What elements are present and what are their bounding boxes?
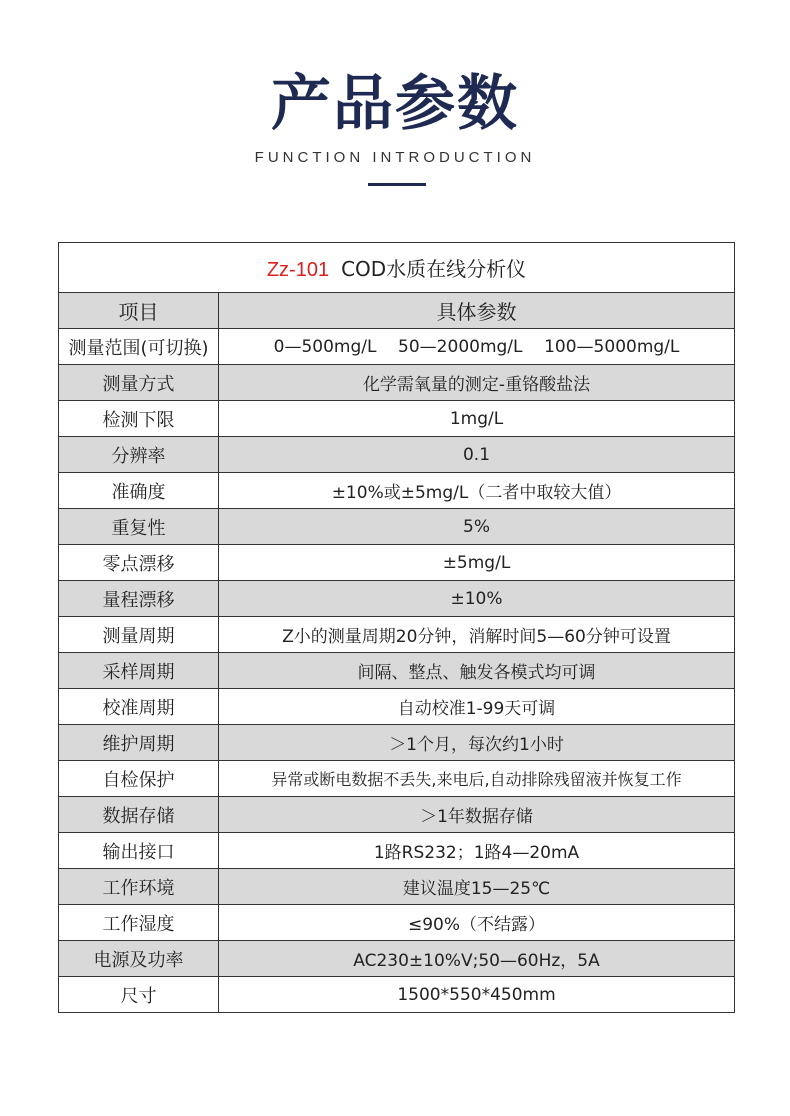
- table-row: [59, 545, 735, 581]
- row-label: 量程漂移: [59, 581, 219, 617]
- table-caption: [59, 243, 735, 293]
- row-value: 0.1: [219, 437, 735, 473]
- table-row: [59, 905, 735, 941]
- table-row: [59, 761, 735, 797]
- row-value: 间隔、整点、触发各模式均可调: [219, 653, 735, 689]
- page-title: 产品参数: [271, 69, 519, 139]
- row-value: 化学需氧量的测定-重铬酸盐法: [219, 365, 735, 401]
- row-value: ±5mg/L: [219, 545, 735, 581]
- table-row: [59, 653, 735, 689]
- row-label: 检测下限: [59, 401, 219, 437]
- column-header-params: 具体参数: [219, 293, 735, 329]
- table-row: [59, 401, 735, 437]
- row-label: 测量方式: [59, 365, 219, 401]
- table-row: [59, 941, 735, 977]
- row-value: ±10%: [219, 581, 735, 617]
- row-value: Z小的测量周期20分钟，消解时间5—60分钟可设置: [219, 617, 735, 653]
- table-row: [59, 977, 735, 1013]
- table-row: [59, 689, 735, 725]
- row-label: 工作湿度: [59, 905, 219, 941]
- row-label: 尺寸: [59, 977, 219, 1013]
- table-row: [59, 509, 735, 545]
- table-caption-row: [59, 243, 735, 293]
- row-label: 工作环境: [59, 869, 219, 905]
- row-label: 电源及功率: [59, 941, 219, 977]
- row-value: 建议温度15—25℃: [219, 869, 735, 905]
- table-row: [59, 329, 735, 365]
- row-value: ≤90%（不结露）: [219, 905, 735, 941]
- row-value: 1500*550*450mm: [219, 977, 735, 1013]
- row-label: 校准周期: [59, 689, 219, 725]
- row-value: AC230±10%V;50—60Hz，5A: [219, 941, 735, 977]
- spec-table: [58, 242, 735, 1013]
- row-label: 零点漂移: [59, 545, 219, 581]
- table-header-row: [59, 293, 735, 329]
- table-row: [59, 473, 735, 509]
- row-value: 自动校准1-99天可调: [219, 689, 735, 725]
- table-row: [59, 869, 735, 905]
- table-row: [59, 581, 735, 617]
- row-value: ±10%或±5mg/L（二者中取较大值）: [219, 473, 735, 509]
- row-value: 0—500mg/L 50—2000mg/L 100—5000mg/L: [219, 329, 735, 365]
- row-value: 异常或断电数据不丢失,来电后,自动排除残留液并恢复工作: [219, 761, 735, 797]
- row-value: ＞1个月，每次约1小时: [219, 725, 735, 761]
- table-row: [59, 797, 735, 833]
- row-value: 1mg/L: [219, 401, 735, 437]
- table-row: [59, 437, 735, 473]
- row-value: 5%: [219, 509, 735, 545]
- row-label: 维护周期: [59, 725, 219, 761]
- table-row: [59, 617, 735, 653]
- product-name: COD水质在线分析仪: [341, 257, 527, 281]
- row-label: 数据存储: [59, 797, 219, 833]
- row-label: 测量周期: [59, 617, 219, 653]
- title-divider: [368, 183, 426, 186]
- column-header-item: 项目: [59, 293, 219, 329]
- row-label: 分辨率: [59, 437, 219, 473]
- row-label: 重复性: [59, 509, 219, 545]
- row-label: 测量范围(可切换): [59, 329, 219, 365]
- table-row: [59, 833, 735, 869]
- row-label: 准确度: [59, 473, 219, 509]
- row-label: 采样周期: [59, 653, 219, 689]
- row-label: 输出接口: [59, 833, 219, 869]
- row-value: 1路RS232；1路4—20mA: [219, 833, 735, 869]
- page-subtitle: FUNCTION INTRODUCTION: [254, 149, 536, 166]
- model-number: Zz-101: [266, 259, 330, 281]
- page-header: [0, 0, 790, 200]
- row-label: 自检保护: [59, 761, 219, 797]
- table-row: [59, 365, 735, 401]
- table-row: [59, 725, 735, 761]
- row-value: ＞1年数据存储: [219, 797, 735, 833]
